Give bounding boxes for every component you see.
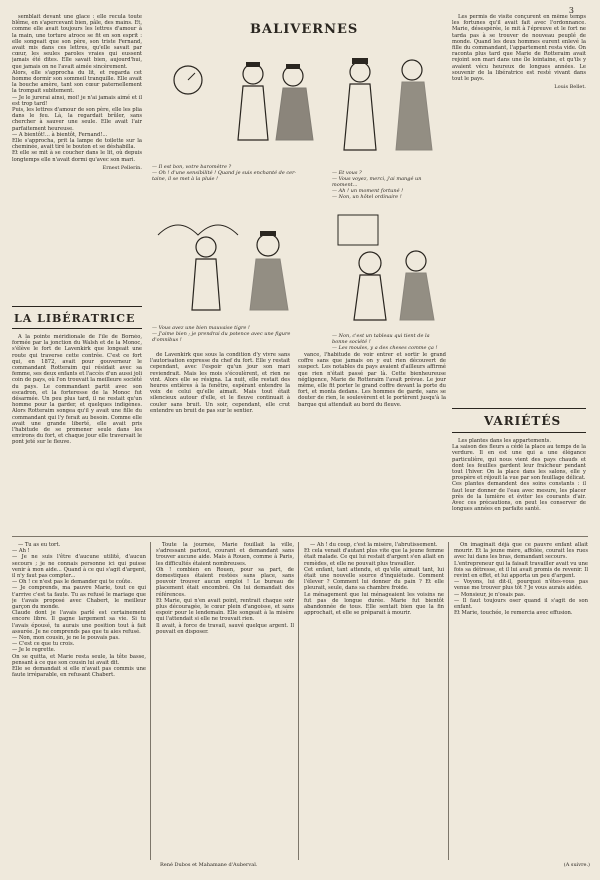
feuilleton-column-1 bbox=[12, 542, 146, 860]
baliverne-heading: BALIVERNES bbox=[250, 22, 359, 37]
page-number: 3 bbox=[568, 6, 574, 15]
liberatrice-bottom-rule bbox=[12, 328, 142, 329]
story-ending-column bbox=[12, 14, 142, 304]
varietes-text: Les plantes dans les appartements. La saison des fleurs a cédé la place au temps de la verdure. Il en est une qui a une élégance particulière, qui nous vient des pays chauds et dont les feuilles gardent leur fraîcheur pendant tout l'hiver. On la place dans les salons, elle y prospère et réjouit la vue par son feuillage délicat. Ces plantes demandent des soins constants : il faut leur donner de l'eau avec mesure, les placer près de la lumière et éviter les courants d'air. Avec ces précautions, on peut les conserver de longues années en parfaite santé. bbox=[452, 438, 586, 513]
cartoon-caption-2: — Et vous ? — Vous voyez, merci, j'ai mangé un moment... — Ah ! un moment fortuné ! — Non, un hôtel ordinaire ! bbox=[332, 170, 422, 200]
liberatrice-top-rule bbox=[12, 306, 142, 307]
cartoon-barometer bbox=[148, 40, 326, 160]
story-signature: Ernest Pellerin. bbox=[102, 164, 142, 171]
column-rule-2 bbox=[298, 542, 299, 860]
footer-continued: (A suivre.) bbox=[563, 862, 590, 868]
cartoon-caption-1: — Il est bon, votre baromètre ? — Oh ! d'une sensibilité ! Quand je suis enchanté de cer- taine, il se met à la pluie ! bbox=[152, 164, 297, 182]
liberatrice-column-3 bbox=[298, 352, 446, 530]
feuilleton-text-2: Toute la journée, Marie fouillait la ville, s'adressant partout, courant et demandant sans trouver aucune aide. Mais à Rouen, comme à Paris, les difficultés étaient nombreuses. Oh ! combien en Rouen, pour sa part, de domestiques étaient restées sans place, sans pouvoir trouver aucun emploi ! Le bureau de placement était encombré. On lui demandait des références. Et Marie, qui n'en avait point, rentrait chaque soir plus découragée, le cœur plein d'angoisse, et sans espoir pour le lendemain. Elle songeait à la misère qui l'attendait si elle ne trouvait rien. Il avait, à force de travail, sauvé quelque argent. Il pouvait en disposer. bbox=[156, 542, 294, 635]
column-rule-3 bbox=[448, 542, 449, 860]
liberatrice-text-3: vance, l'habitude de voir entrer et sortir le grand coffre sans que jamais on y eut rien découvert de suspect. Les notables du pays avaient d'ailleurs affirmé que rien n'était passé par là. Cette bienheureuse négligence, Marie de Rotteraim l'avait prévue. Le jour même, elle fit porter le grand coffre devant la porte du fort, et monta dedans. Les hommes de garde, sans se douter de rien, le soulevèrent et le portèrent jusqu'à la barque qui attendait au bord du fleuve. bbox=[298, 352, 446, 408]
liberatrice-column-1 bbox=[12, 334, 142, 530]
feuilleton-text-4: On imaginait déjà que ce pauvre enfant allait mourir. Et la jeune mère, affolée, courait les rues avec lui dans les bras, demandant secours. L'entrepreneur qui la faisait travailler avait vu une fois sa détresse, et il lui avait promis de revenir. Il revint en effet, et lui apporta un peu d'argent. — Voyons, lui dit-il, pourquoi n'êtes-vous pas venue me trouver plus tôt ? Je vous aurais aidée. — Monsieur, je n'osais pas. — Il faut toujours oser quand il s'agit de son enfant. Et Marie, touchée, le remercia avec effusion. bbox=[454, 542, 588, 617]
footer-author: René Dubos et Mahamane d'Auberval. bbox=[160, 862, 258, 868]
right-top-text: Les permis de visite conçurent en même temps les fortunes qu'il avait fait avec l'ordonnance. Marie, désespérée, le mit à l'épreuve et le fort ne tarda pas à se trouver de nouveau peuplé de monde. Quand les deux hommes eurent enlevé la fille du commandant, l'appartement resta vide. On raconta plus tard que Marie de Rotteraim avait rejoint son mari dans une île lointaine, et qu'ils y avaient vécu heureux de longues années. Le souvenir de la libératrice est resté vivant dans tout le pays. bbox=[452, 14, 586, 83]
liberatrice-heading: LA LIBÉRATRICE bbox=[14, 312, 136, 325]
varietes-column bbox=[452, 438, 586, 530]
feuilleton-column-2 bbox=[156, 542, 294, 852]
varietes-bottom-rule bbox=[452, 432, 586, 433]
right-top-column bbox=[452, 14, 586, 344]
cartoon-encounter bbox=[330, 40, 445, 165]
feuilleton-column-3 bbox=[304, 542, 444, 860]
story-ending-text: semblait devant une glace : elle recula toute blême, en s'apercevant bien, pâle, des mains. Et, comme elle avait toujours les lettres d'amour à la main, une torture atroce se fit en son esprit : elle songeait que son père, son triste Fernand, avait mis dans ces lettres, qu'elle savait par cœur, les seules paroles vraies qui eussent jamais été dites. Elle savait bien, aujourd'hui, que jamais on ne l'avait aimée sincèrement. Alors, elle s'approcha du lit, et regarda cet homme dormir son sommeil tranquille. Elle avait la bouche amère, tant son cœur paternellement la trompait subitement. — Je le jurerai ainsi, moi! je n'ai jamais aimé et il est trop tard! Puis, les lettres d'amour de son père, elle les plia dans le feu. Là, la regardait brûler, sans chercher à sauver une seule. Elle avait l'air parfaitement heureuse. — A bientôt!... à bientôt, Fernand!... Elle s'approcha, prit la lampe de toilette sur la cheminée, avait tiré le bouton et se déshabilla. Et elle se mit à se coucher dans le lit, où depuis longtemps elle n'avait dormi qu'avec son mari. bbox=[12, 14, 142, 163]
varietes-top-rule bbox=[452, 408, 586, 409]
liberatrice-column-2 bbox=[150, 352, 290, 530]
feuilleton-text-3: — Ah ! du coup, c'est la misère, l'abrutissement. Et cela venait d'autant plus vite que la jeune femme était malade. Ce qui lui restait d'argent s'en allait en remèdes, et elle ne pouvait plus travailler. Cet enfant, tant attendu, et qu'elle aimait tant, lui était une nouvelle source d'inquiétude. Comment l'élever ? Comment lui donner du pain ? Et elle pleurait, seule, dans sa chambre froide. Le ménagement que lui ménageaient les voisins ne fut pas de longue durée. Marie fut bientôt abandonnée de tous. Elle sentait bien que la fin approchait, et elle se préparait à mourir. bbox=[304, 542, 444, 617]
column-rule-1 bbox=[150, 542, 151, 860]
cartoon-park bbox=[148, 205, 326, 320]
liberatrice-text-1: A la pointe méridionale de l'île de Bornéo, formée par la jonction du Walsh et de la Monoc, s'élève le fort de Lavenkirk que longeait une route qui traverse cette contrée. C'est ce fort qui, en 1872, avait pour gouverneur le commandant Rotteraim qui résidait avec sa femme, ses deux enfants et l'accès d'un aussi joli coin de pays, où l'on trouvait la meilleure société du pays. Le commandant partit avec son escadron, et la forteresse de la Monoc fut désarmée. Un peu plus tard, il ne restait qu'un homme pour la garder, et quelques indigènes. Alors Rotteraim songea qu'il y avait une fille du commandant qui l'y ferait au besoin. Comme elle avait une grande liberté, elle avait pris l'habitude de se promener seule dans les environs du fort, et chaque jour elle traversait le pont jeté sur le fleuve. bbox=[12, 334, 142, 446]
feuilleton-text-1: — Tu as eu tort. — Ah ! — Je ne suis l'être d'aucune utilité, d'aucun secours ; je ne connais personne ici qui puisse venir à mon aide... Quand à ce qui s'agit d'argent, il n'y faut pas compter... — Oh ! ce n'est pas le demander qui te coûte. — Je comprends, ma pauvre Marie, tout ce qui t'arrive c'est ta faute. Tu as refusé le mariage que je t'avais proposé avec Chabert, le meilleur garçon du monde. Claude dont je l'avais parlé est certainement encore libre. Il gagne largement sa vie. Si tu l'avais épousé, tu aurais une position tout à fait assurée. Je ne comprends pas que tu aies refusé. — Non, mon cousin, je ne le pouvais pas. — C'est ce que tu crois. — Je le regrette. On se quitta, et Marie resta seule, la tête basse, pensant à ce que son cousin lui avait dit. Elle se demandait si elle n'avait pas commis une faute irréparable, en refusant Chabert. bbox=[12, 542, 146, 679]
varietes-heading: VARIÉTÉS bbox=[484, 414, 562, 428]
cartoon-caption-4: — Non, c'est un tableau qui tient de la bonne société ! — Les moules, y a des cheses comme ça ! bbox=[332, 333, 438, 351]
cartoon-picture bbox=[330, 205, 445, 330]
feuilleton-column-4 bbox=[454, 542, 588, 852]
cartoon-caption-3: — Vous avez une bien mauvaise tigre ! — J'aime bien ; je prendrai du potence avec une figure d'omnibus ! bbox=[152, 325, 291, 343]
section-divider bbox=[12, 536, 588, 537]
liberatrice-text-2: de Lavenkirk que sous la condition d'y vivre sans l'autorisation expresse du chef du fort. Elle y restait cependant, avec l'espoir qu'un jour son mari reviendrait. Mais les mois s'écoulèrent, et rien ne vint. Alors elle se résigna. La nuit, elle restait des heures entières à la fenêtre, espérant entendre la voix de celui qu'elle aimait. Mais tout était silencieux autour d'elle, et le fleuve continuait à couler sans bruit. Un soir, cependant, elle crut entendre un bruit de pas sur le sentier. bbox=[150, 352, 290, 414]
right-signature: Louis Bellet. bbox=[554, 84, 586, 91]
